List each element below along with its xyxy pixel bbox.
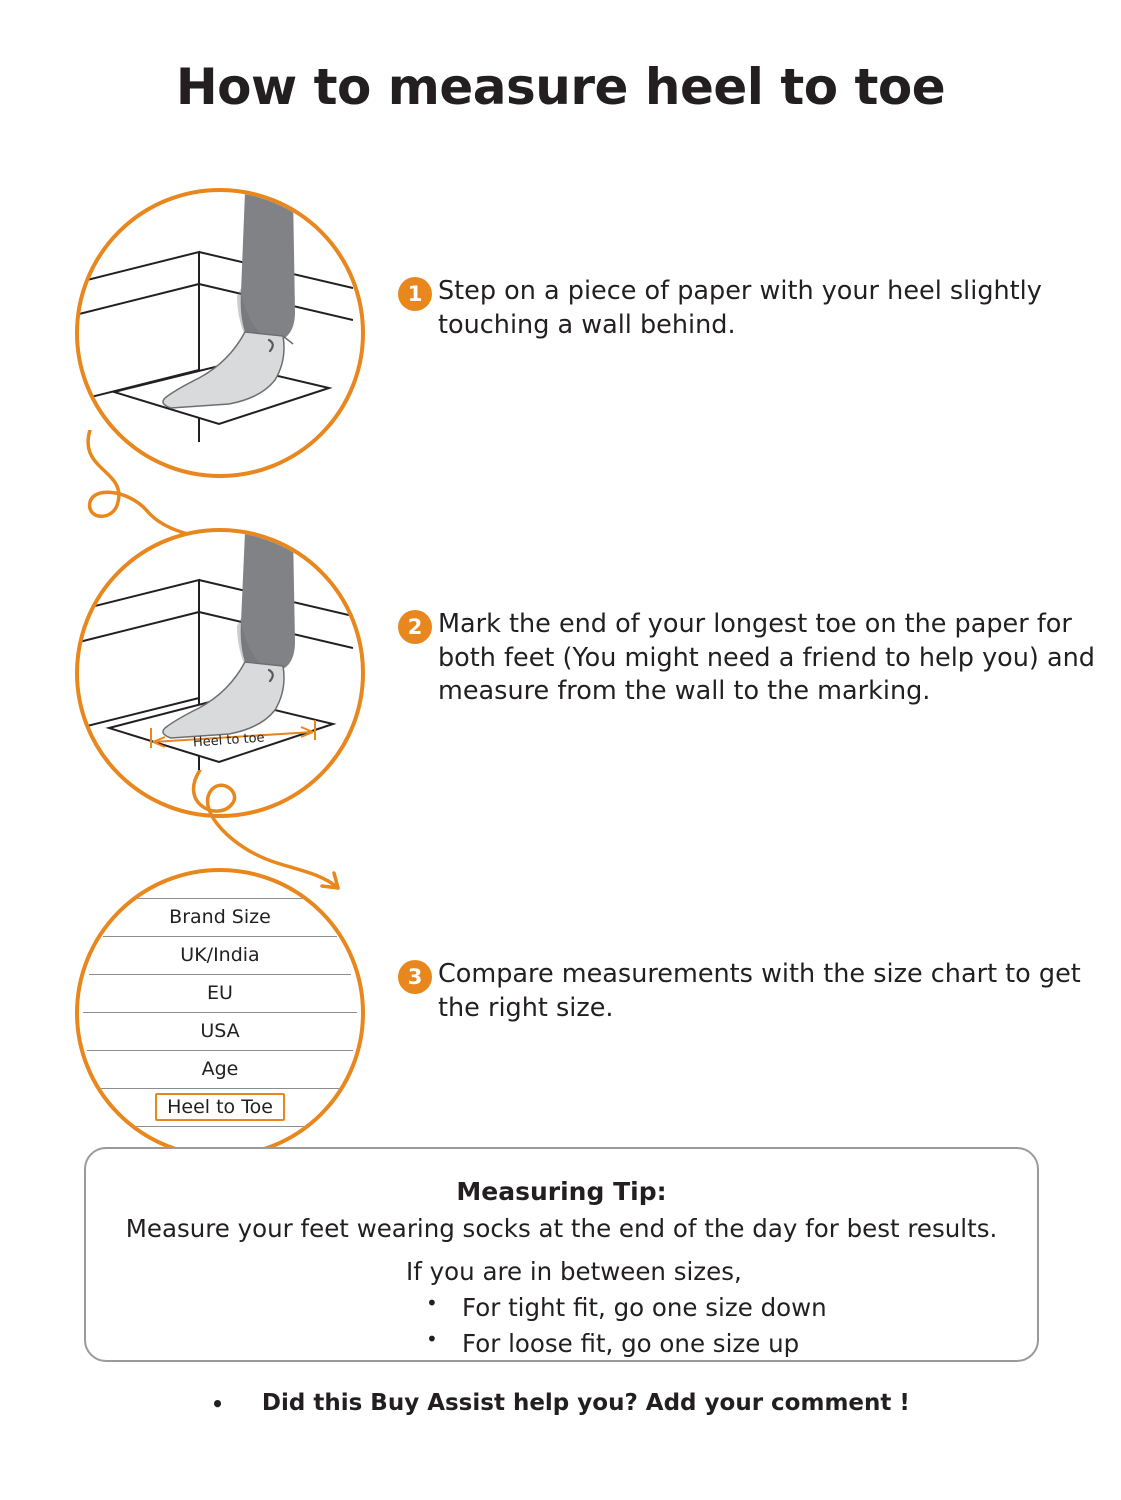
measuring-tip-subhead: If you are in between sizes, xyxy=(406,1257,742,1286)
step-3 xyxy=(398,958,1088,1025)
chart-row-eu: EU xyxy=(207,982,233,1004)
step-2-number: 2 xyxy=(398,610,432,644)
illustration-step-1 xyxy=(75,188,365,478)
chart-row-usa: USA xyxy=(200,1020,240,1042)
chart-row-brand-size: Brand Size xyxy=(169,906,271,928)
step-1-number: 1 xyxy=(398,277,432,311)
footer-note xyxy=(0,1390,1121,1416)
illustration-step-2 xyxy=(75,528,365,818)
illustration-step-3-size-chart xyxy=(75,868,365,1158)
tip-bullet-tight: • For tight fit, go one size down xyxy=(416,1290,1037,1326)
footer-bullet-icon: • xyxy=(211,1391,224,1416)
foot-measure-illustration-2 xyxy=(79,532,353,806)
chart-row-uk-india: UK/India xyxy=(180,944,260,966)
size-chart-rows xyxy=(79,872,361,1154)
measuring-tip-title: Measuring Tip: xyxy=(456,1177,667,1206)
page-title: How to measure heel to toe xyxy=(175,58,946,116)
measure-label: Heel to toe xyxy=(192,730,266,751)
step-2-text: Mark the end of your longest toe on the paper for both feet (You might need a friend to help you) and measure from the wall to the marking. xyxy=(438,609,1095,707)
chart-row-age: Age xyxy=(201,1058,239,1080)
measuring-tip-box xyxy=(84,1147,1039,1362)
step-3-text: Compare measurements with the size chart to get the right size. xyxy=(438,959,1081,1023)
step-3-number: 3 xyxy=(398,960,432,994)
chart-row-heel-to-toe: Heel to Toe xyxy=(79,1093,361,1121)
measuring-tip-line: Measure your feet wearing socks at the end of the day for best results. xyxy=(125,1214,998,1243)
tip-bullet-loose: • For loose fit, go one size up xyxy=(416,1326,1037,1362)
foot-wall-illustration-1 xyxy=(79,192,353,466)
footer-text: Did this Buy Assist help you? Add your comment ! xyxy=(261,1390,910,1416)
measuring-tip-bullets xyxy=(86,1290,1037,1361)
step-2 xyxy=(398,608,1116,709)
step-1-text: Step on a piece of paper with your heel slightly touching a wall behind. xyxy=(438,276,1042,340)
step-1 xyxy=(398,275,1088,342)
